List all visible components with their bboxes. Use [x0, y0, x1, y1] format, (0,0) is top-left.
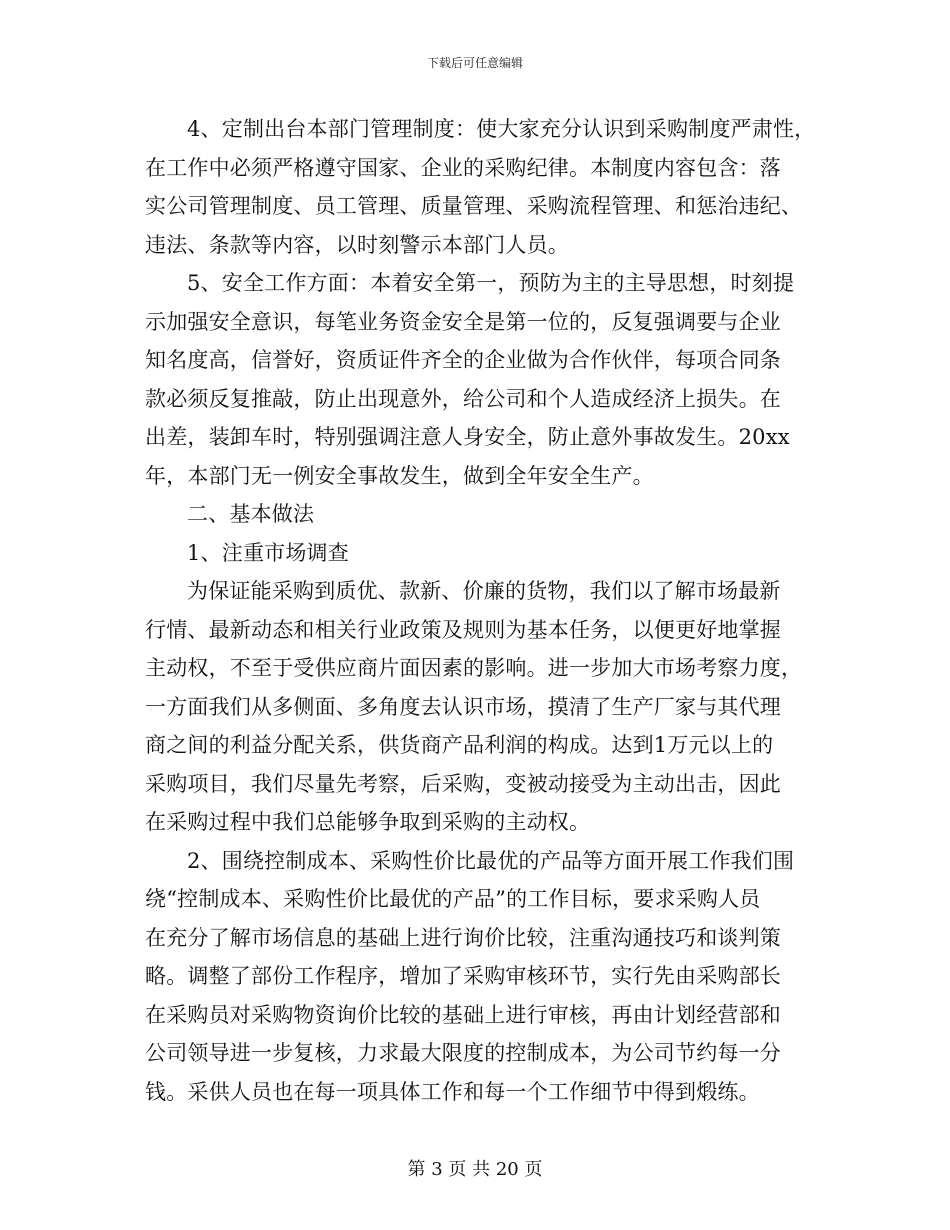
subsection-heading: 1、注重市场调查	[187, 540, 349, 565]
paragraph-line: 4、定制出台本部门管理制度：使大家充分认识到采购制度严肃性，	[187, 117, 816, 141]
paragraph-line: 知名度高，信誉好，资质证件齐全的企业做为合作伙伴，每项合同条	[145, 348, 781, 372]
paragraph-line: 违法、条款等内容，以时刻警示本部门人员。	[145, 232, 569, 257]
page-number: 第 3 页 共 20 页	[407, 1159, 543, 1180]
paragraph-line: 出差，装卸车时，特别强调注意人身安全，防止意外事故发生。20xx	[145, 425, 790, 449]
paragraph-line: 在采购员对采购物资询价比较的基础上进行审核，再由计划经营部和	[145, 1002, 781, 1027]
paragraph-line: 公司领导进一步复核，力求最大限度的控制成本，为公司节约每一分	[145, 1041, 781, 1065]
paragraph-line: 在充分了解市场信息的基础上进行询价比较，注重沟通技巧和谈判策	[145, 925, 781, 950]
paragraph-line: 钱。采供人员也在每一项具体工作和每一个工作细节中得到煅练。	[145, 1079, 760, 1104]
paragraph-line: 为保证能采购到质优、款新、价廉的货物，我们以了解市场最新	[187, 579, 781, 603]
paragraph-line: 年，本部门无一例安全事故发生，做到全年安全生产。	[145, 463, 654, 488]
paragraph-line: 商之间的利益分配关系，供货商产品利润的构成。达到1万元以上的	[145, 733, 774, 757]
page-header: 下载后可任意编辑	[426, 56, 523, 70]
section-heading: 二、基本做法	[187, 502, 315, 526]
paragraph-line: 5、安全工作方面：本着安全第一，预防为主的主导思想，时刻提	[187, 271, 795, 295]
paragraph-line: 绕“控制成本、采购性价比最优的产品”的工作目标，要求采购人员	[145, 887, 761, 911]
document-body	[145, 110, 816, 1111]
paragraph-line: 2、围绕控制成本、采购性价比最优的产品等方面开展工作我们围	[187, 848, 795, 873]
paragraph-line: 采购项目，我们尽量先考察，后采购，变被动接受为主动出击，因此	[145, 771, 781, 796]
paragraph-line: 款必须反复推敲，防止出现意外，给公司和个人造成经济上损失。在	[145, 386, 781, 411]
paragraph-line: 略。调整了部份工作程序，增加了采购审核环节，实行先由采购部长	[145, 964, 781, 988]
paragraph-line: 实公司管理制度、员工管理、质量管理、采购流程管理、和惩治违纪、	[145, 194, 803, 218]
paragraph-line: 行情、最新动态和相关行业政策及规则为基本任务，以便更好地掌握	[145, 617, 781, 642]
paragraph-line: 主动权，不至于受供应商片面因素的影响。进一步加大市场考察力度，	[145, 656, 803, 680]
paragraph-line: 示加强安全意识，每笔业务资金安全是第一位的，反复强调要与企业	[145, 309, 781, 334]
paragraph-line: 在工作中必须严格遵守国家、企业的采购纪律。本制度内容包含：落	[145, 155, 781, 180]
paragraph-line: 一方面我们从多侧面、多角度去认识市场，摸清了生产厂家与其代理	[145, 694, 781, 719]
paragraph-line: 在采购过程中我们总能够争取到采购的主动权。	[145, 810, 591, 834]
